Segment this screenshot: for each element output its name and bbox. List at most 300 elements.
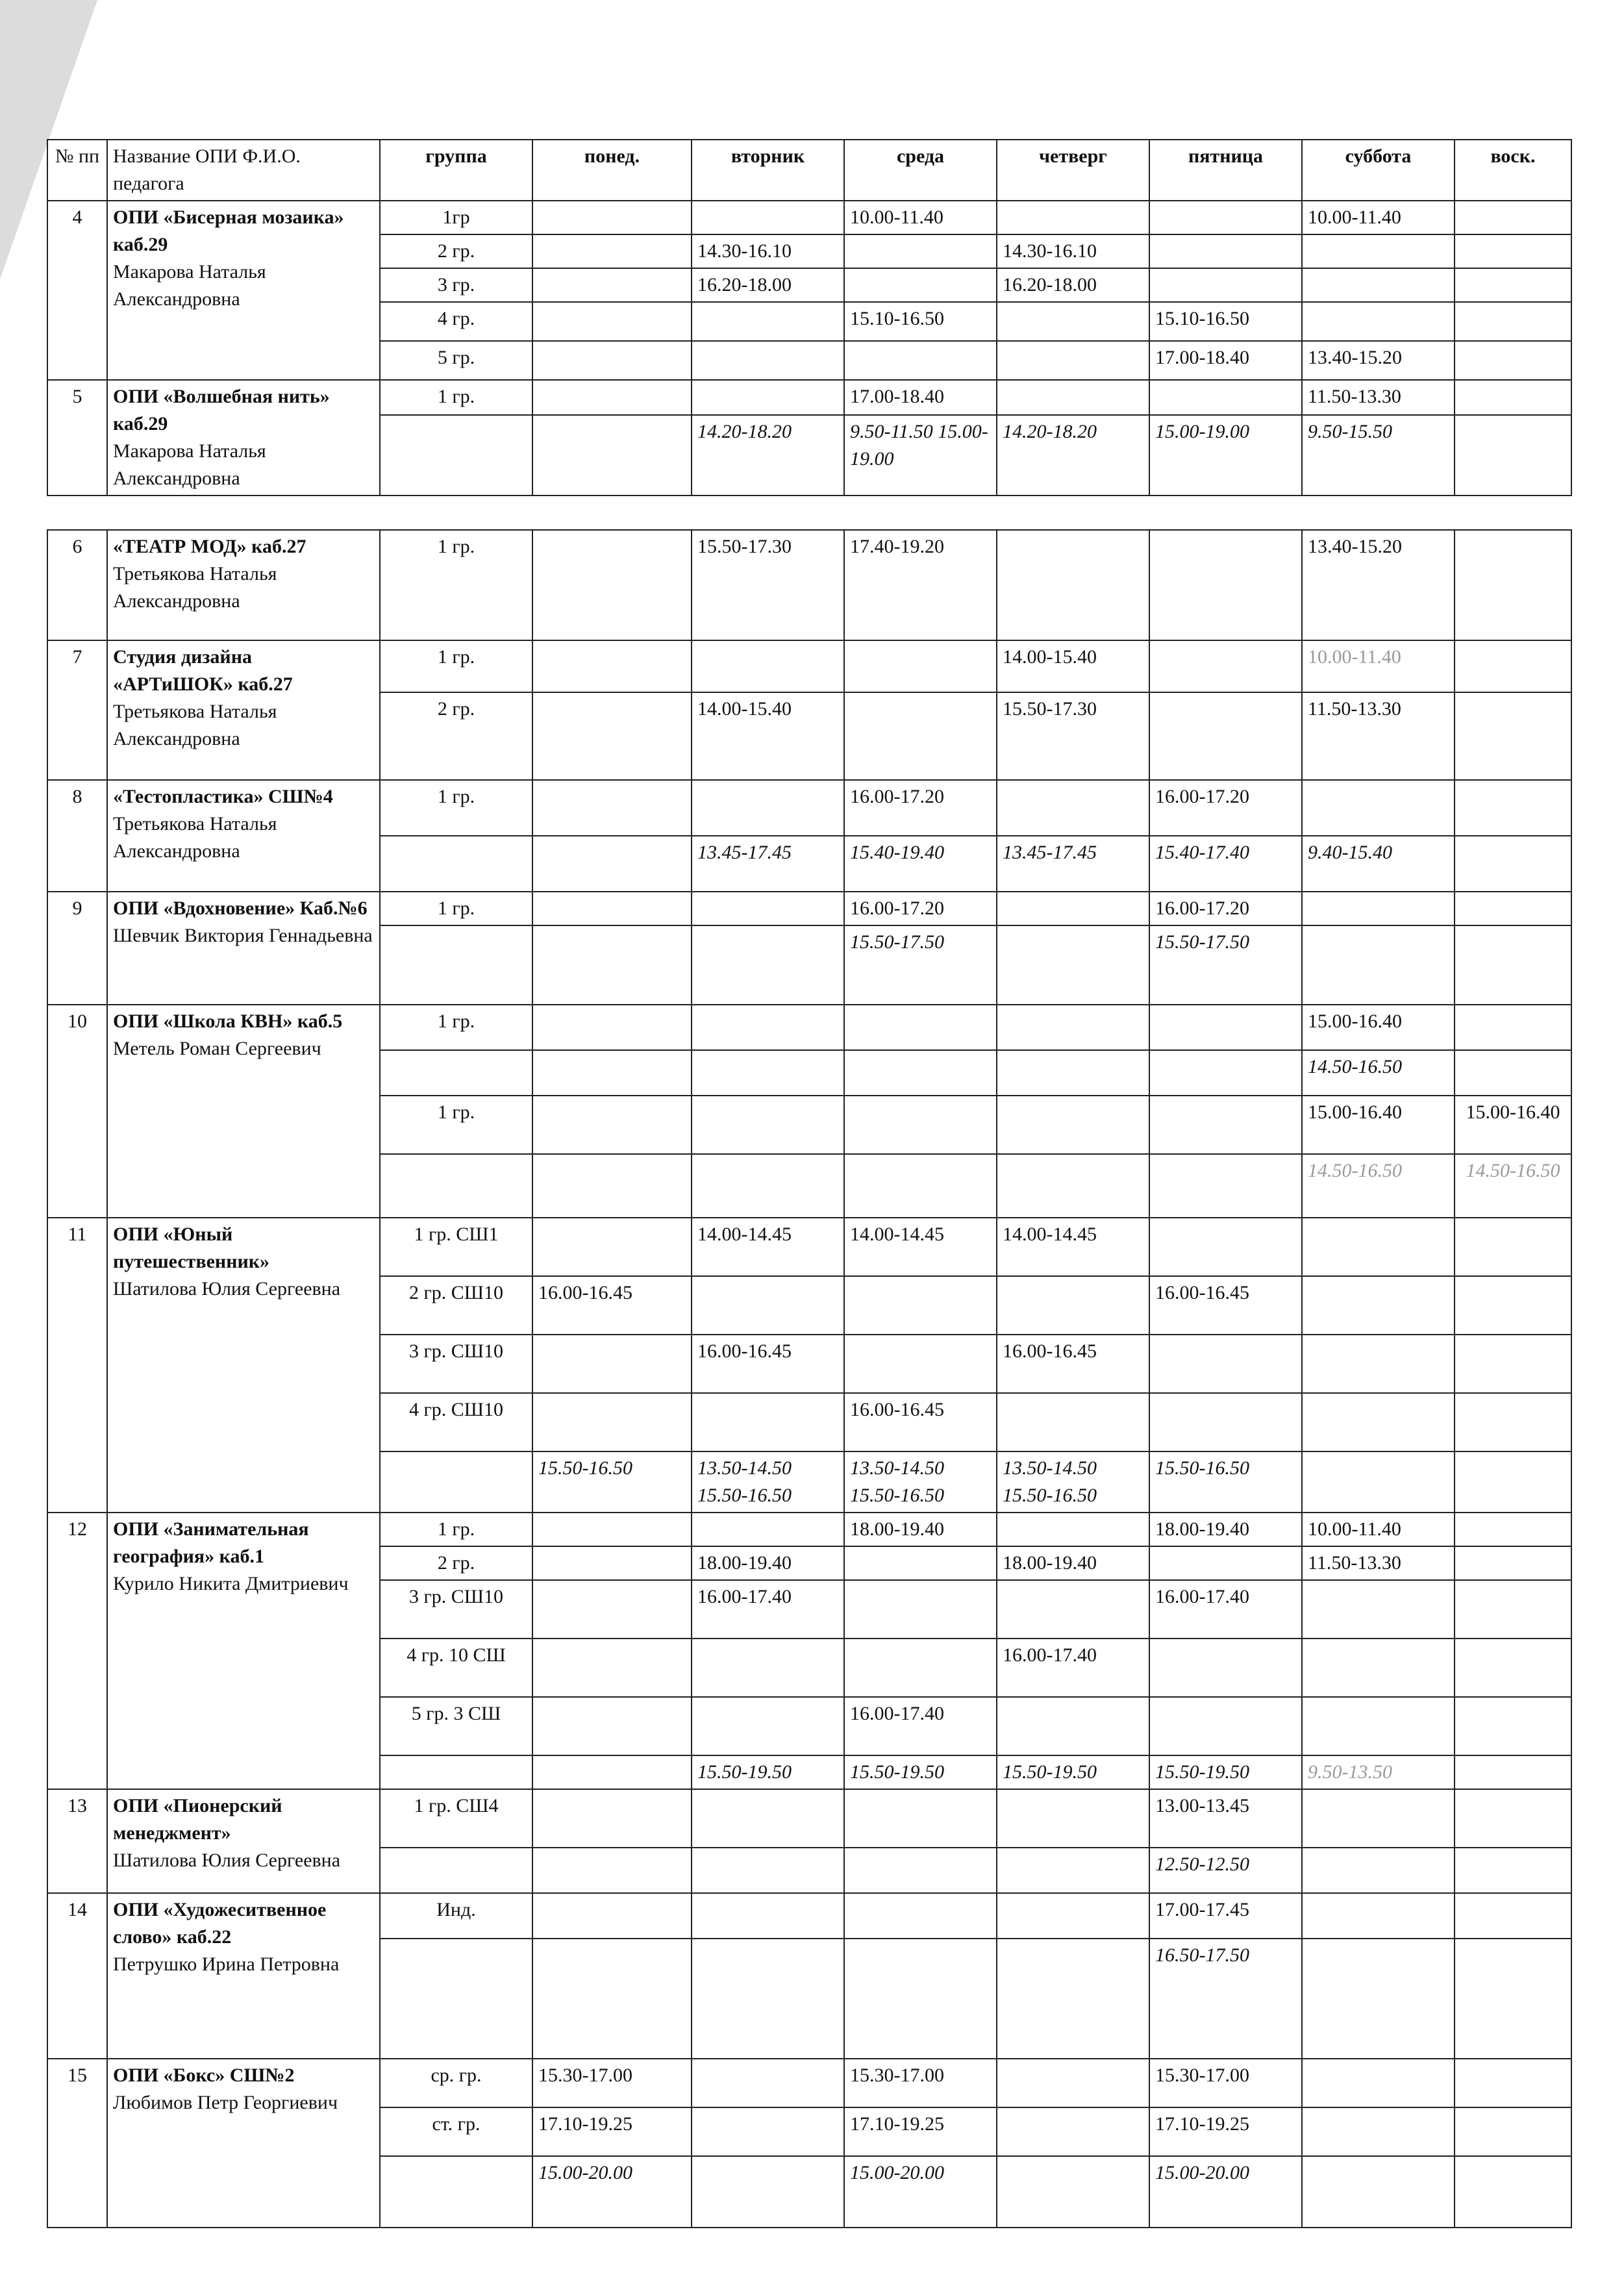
time-cell-sun <box>1455 1639 1571 1697</box>
time-cell-fri: 17.00-17.45 <box>1149 1893 1302 1939</box>
time-cell-mon <box>532 1005 692 1050</box>
time-cell-mon <box>532 836 692 892</box>
time-cell-wed: 15.30-17.00 <box>844 2059 997 2107</box>
time-cell-sat <box>1302 2059 1455 2107</box>
time-cell-wed: 15.00-20.00 <box>844 2156 997 2228</box>
time-cell-tue <box>692 892 844 925</box>
time-cell-thu <box>997 1848 1149 1893</box>
time-cell-tue <box>692 341 844 380</box>
group-cell: 1 гр. СШ1 <box>380 1218 532 1276</box>
time-cell-thu <box>997 1096 1149 1154</box>
time-cell-wed <box>844 1848 997 1893</box>
time-cell-fri <box>1149 268 1302 302</box>
time-cell-thu <box>997 1513 1149 1546</box>
time-cell-fri <box>1149 1639 1302 1697</box>
time-cell-mon <box>532 1393 692 1451</box>
time-cell-sun <box>1455 1546 1571 1580</box>
time-cell-sun <box>1455 892 1571 925</box>
time-cell-mon <box>532 530 692 640</box>
time-cell-sat <box>1302 1218 1455 1276</box>
group-cell <box>380 925 532 1005</box>
table-row <box>47 1513 1571 1546</box>
time-cell-sat <box>1302 1580 1455 1639</box>
group-cell: 1гр <box>380 201 532 234</box>
header-sat: суббота <box>1302 140 1455 201</box>
time-cell-tue: 13.45-17.45 <box>692 836 844 892</box>
time-cell-fri: 17.10-19.25 <box>1149 2107 1302 2156</box>
time-cell-sat: 9.40-15.40 <box>1302 836 1455 892</box>
time-cell-wed <box>844 640 997 692</box>
time-cell-fri: 15.00-19.00 <box>1149 415 1302 496</box>
time-cell-sun <box>1455 201 1571 234</box>
group-cell: 4 гр. СШ10 <box>380 1393 532 1451</box>
time-cell-sat <box>1302 268 1455 302</box>
time-cell-sat <box>1302 1848 1455 1893</box>
time-cell-sun <box>1455 1218 1571 1276</box>
table-row <box>47 780 1571 836</box>
time-cell-fri: 16.00-17.20 <box>1149 780 1302 836</box>
program-info <box>107 1893 380 2059</box>
time-cell-sat: 11.50-13.30 <box>1302 380 1455 415</box>
group-cell: 2 гр. СШ10 <box>380 1276 532 1335</box>
time-cell-tue <box>692 1154 844 1218</box>
time-cell-sun <box>1455 530 1571 640</box>
time-cell-thu <box>997 1005 1149 1050</box>
time-cell-thu <box>997 1580 1149 1639</box>
group-cell: 3 гр. <box>380 268 532 302</box>
time-cell-tue: 14.30-16.10 <box>692 234 844 268</box>
time-cell-thu <box>997 341 1149 380</box>
header-group: группа <box>380 140 532 201</box>
time-cell-thu <box>997 1393 1149 1451</box>
time-cell-thu <box>997 1939 1149 2059</box>
time-cell-mon <box>532 1697 692 1755</box>
time-cell-fri: 15.30-17.00 <box>1149 2059 1302 2107</box>
time-cell-tue: 14.00-14.45 <box>692 1218 844 1276</box>
schedule-table-2 <box>47 529 1572 2228</box>
time-cell-wed <box>844 1939 997 2059</box>
time-cell-wed: 16.00-17.20 <box>844 780 997 836</box>
time-cell-tue <box>692 925 844 1005</box>
time-cell-wed <box>844 1050 997 1096</box>
time-cell-thu <box>997 1697 1149 1755</box>
time-cell-sun <box>1455 415 1571 496</box>
group-cell: 1 гр. <box>380 892 532 925</box>
header-thu: четверг <box>997 140 1149 201</box>
time-cell-wed: 14.00-14.45 <box>844 1218 997 1276</box>
table-row <box>47 201 1571 234</box>
table-header-row <box>47 140 1571 201</box>
time-cell-thu: 14.20-18.20 <box>997 415 1149 496</box>
time-cell-fri: 13.00-13.45 <box>1149 1789 1302 1848</box>
time-cell-tue <box>692 1513 844 1546</box>
time-cell-tue <box>692 780 844 836</box>
time-cell-wed: 15.40-19.40 <box>844 836 997 892</box>
time-cell-mon <box>532 892 692 925</box>
time-cell-sun <box>1455 1848 1571 1893</box>
time-cell-sun <box>1455 1513 1571 1546</box>
time-cell-fri <box>1149 1697 1302 1755</box>
time-cell-wed <box>844 1335 997 1393</box>
time-cell-wed: 17.00-18.40 <box>844 380 997 415</box>
time-cell-sat <box>1302 234 1455 268</box>
time-cell-mon <box>532 1939 692 2059</box>
teacher-name: Макарова Наталья Александровна <box>113 261 266 310</box>
header-tue: вторник <box>692 140 844 201</box>
time-cell-sun <box>1455 836 1571 892</box>
time-cell-sun <box>1455 1335 1571 1393</box>
program-number: 7 <box>47 640 107 780</box>
time-cell-fri <box>1149 234 1302 268</box>
time-cell-mon <box>532 925 692 1005</box>
time-cell-thu <box>997 1276 1149 1335</box>
program-info <box>107 1789 380 1893</box>
time-cell-sat: 13.40-15.20 <box>1302 341 1455 380</box>
time-cell-fri <box>1149 1546 1302 1580</box>
time-cell-sat: 10.00-11.40 <box>1302 1513 1455 1546</box>
time-cell-mon <box>532 415 692 496</box>
teacher-name: Третьякова Наталья Александровна <box>113 813 277 862</box>
program-number: 9 <box>47 892 107 1005</box>
teacher-name: Шатилова Юлия Сергеевна <box>113 1850 341 1871</box>
time-cell-wed <box>844 234 997 268</box>
time-cell-mon: 16.00-16.45 <box>532 1276 692 1335</box>
teacher-name: Шевчик Виктория Геннадьевна <box>113 925 373 946</box>
schedule-table-1 <box>47 139 1572 496</box>
program-number: 11 <box>47 1218 107 1513</box>
program-info <box>107 892 380 1005</box>
program-info <box>107 1513 380 1789</box>
time-cell-sat <box>1302 1697 1455 1755</box>
time-cell-wed <box>844 692 997 780</box>
time-cell-fri: 15.10-16.50 <box>1149 302 1302 341</box>
time-cell-sun <box>1455 2107 1571 2156</box>
time-cell-mon <box>532 268 692 302</box>
teacher-name: Шатилова Юлия Сергеевна <box>113 1278 341 1300</box>
time-cell-tue: 16.00-16.45 <box>692 1335 844 1393</box>
time-cell-mon <box>532 341 692 380</box>
time-cell-thu <box>997 380 1149 415</box>
group-cell <box>380 1050 532 1096</box>
time-cell-sun <box>1455 1050 1571 1096</box>
time-cell-sun <box>1455 234 1571 268</box>
time-cell-mon <box>532 1335 692 1393</box>
time-cell-fri: 15.40-17.40 <box>1149 836 1302 892</box>
time-cell-sun <box>1455 1893 1571 1939</box>
time-cell-sat <box>1302 1335 1455 1393</box>
time-cell-mon <box>532 380 692 415</box>
time-cell-thu: 15.50-19.50 <box>997 1755 1149 1789</box>
program-number: 13 <box>47 1789 107 1893</box>
program-info <box>107 2059 380 2228</box>
time-cell-fri <box>1149 530 1302 640</box>
time-cell-sun <box>1455 1755 1571 1789</box>
group-cell <box>380 2156 532 2228</box>
table-row <box>47 1789 1571 1848</box>
group-cell: 2 гр. <box>380 1546 532 1580</box>
time-cell-thu <box>997 2059 1149 2107</box>
time-cell-fri <box>1149 1154 1302 1218</box>
time-cell-wed: 15.50-19.50 <box>844 1755 997 1789</box>
time-cell-fri: 16.50-17.50 <box>1149 1939 1302 2059</box>
time-cell-mon <box>532 1096 692 1154</box>
header-name: Название ОПИ Ф.И.О. педагога <box>107 140 380 201</box>
program-number: 6 <box>47 530 107 640</box>
time-cell-fri: 16.00-16.45 <box>1149 1276 1302 1335</box>
teacher-name: Третьякова Наталья Александровна <box>113 701 277 749</box>
time-cell-fri <box>1149 1218 1302 1276</box>
time-cell-sun <box>1455 380 1571 415</box>
time-cell-mon <box>532 302 692 341</box>
program-title: ОПИ «Бокс» СШ№2 <box>113 2065 295 2086</box>
time-cell-mon <box>532 1050 692 1096</box>
time-cell-sun <box>1455 640 1571 692</box>
time-cell-tue: 16.00-17.40 <box>692 1580 844 1639</box>
program-number: 15 <box>47 2059 107 2228</box>
time-cell-tue <box>692 1393 844 1451</box>
time-cell-wed: 18.00-19.40 <box>844 1513 997 1546</box>
time-cell-sun <box>1455 692 1571 780</box>
time-cell-tue: 14.00-15.40 <box>692 692 844 780</box>
program-title: ОПИ «Волшебная нить» каб.29 <box>113 386 330 434</box>
program-number: 5 <box>47 380 107 496</box>
time-cell-tue <box>692 2059 844 2107</box>
group-cell: 1 гр. <box>380 780 532 836</box>
time-cell-sat <box>1302 2107 1455 2156</box>
time-cell-tue <box>692 302 844 341</box>
time-cell-tue: 13.50-14.50 15.50-16.50 <box>692 1451 844 1513</box>
time-cell-thu <box>997 201 1149 234</box>
time-cell-thu: 13.45-17.45 <box>997 836 1149 892</box>
time-cell-sat: 10.00-11.40 <box>1302 201 1455 234</box>
time-cell-mon <box>532 1755 692 1789</box>
time-cell-mon: 15.30-17.00 <box>532 2059 692 2107</box>
time-cell-thu <box>997 302 1149 341</box>
time-cell-tue <box>692 2156 844 2228</box>
time-cell-mon <box>532 1513 692 1546</box>
time-cell-sun <box>1455 2156 1571 2228</box>
teacher-name: Макарова Наталья Александровна <box>113 440 266 489</box>
time-cell-fri: 18.00-19.40 <box>1149 1513 1302 1546</box>
time-cell-thu: 13.50-14.50 15.50-16.50 <box>997 1451 1149 1513</box>
program-info <box>107 1005 380 1218</box>
time-cell-sat <box>1302 1939 1455 2059</box>
group-cell: 1 гр. СШ4 <box>380 1789 532 1848</box>
time-cell-sun <box>1455 1789 1571 1848</box>
teacher-name: Третьякова Наталья Александровна <box>113 563 277 612</box>
time-cell-sun: 14.50-16.50 <box>1455 1154 1571 1218</box>
time-cell-mon <box>532 1218 692 1276</box>
time-cell-thu: 18.00-19.40 <box>997 1546 1149 1580</box>
time-cell-sat <box>1302 1893 1455 1939</box>
group-cell <box>380 1154 532 1218</box>
time-cell-fri <box>1149 640 1302 692</box>
program-info <box>107 780 380 892</box>
teacher-name: Любимов Петр Георгиевич <box>113 2092 338 2113</box>
group-cell <box>380 1848 532 1893</box>
time-cell-wed: 16.00-16.45 <box>844 1393 997 1451</box>
time-cell-mon <box>532 1639 692 1697</box>
time-cell-fri: 16.00-17.20 <box>1149 892 1302 925</box>
time-cell-fri <box>1149 1096 1302 1154</box>
group-cell: 3 гр. СШ10 <box>380 1580 532 1639</box>
time-cell-sat: 11.50-13.30 <box>1302 1546 1455 1580</box>
time-cell-wed <box>844 1096 997 1154</box>
time-cell-mon <box>532 780 692 836</box>
table-row <box>47 1218 1571 1276</box>
program-info <box>107 530 380 640</box>
time-cell-thu: 14.00-15.40 <box>997 640 1149 692</box>
time-cell-sat <box>1302 1639 1455 1697</box>
group-cell: 3 гр. СШ10 <box>380 1335 532 1393</box>
time-cell-thu <box>997 892 1149 925</box>
time-cell-fri <box>1149 692 1302 780</box>
time-cell-tue: 14.20-18.20 <box>692 415 844 496</box>
time-cell-sun <box>1455 925 1571 1005</box>
program-info <box>107 380 380 496</box>
group-cell: 1 гр. <box>380 1005 532 1050</box>
time-cell-thu: 16.20-18.00 <box>997 268 1149 302</box>
time-cell-thu: 14.30-16.10 <box>997 234 1149 268</box>
time-cell-wed: 17.10-19.25 <box>844 2107 997 2156</box>
time-cell-fri: 12.50-12.50 <box>1149 1848 1302 1893</box>
group-cell <box>380 1939 532 2059</box>
time-cell-sun <box>1455 1451 1571 1513</box>
time-cell-sun: 15.00-16.40 <box>1455 1096 1571 1154</box>
program-title: Студия дизайна «АРТиШОК» каб.27 <box>113 646 293 695</box>
group-cell: 5 гр. <box>380 341 532 380</box>
header-num: № пп <box>47 140 107 201</box>
time-cell-sat: 9.50-13.50 <box>1302 1755 1455 1789</box>
group-cell: 2 гр. <box>380 692 532 780</box>
time-cell-thu <box>997 2107 1149 2156</box>
header-mon: понед. <box>532 140 692 201</box>
group-cell <box>380 1755 532 1789</box>
time-cell-wed <box>844 1639 997 1697</box>
group-cell: 1 гр. <box>380 380 532 415</box>
program-number: 14 <box>47 1893 107 2059</box>
time-cell-sat: 11.50-13.30 <box>1302 692 1455 780</box>
time-cell-wed: 13.50-14.50 15.50-16.50 <box>844 1451 997 1513</box>
time-cell-sat: 15.00-16.40 <box>1302 1096 1455 1154</box>
group-cell: 1 гр. <box>380 1513 532 1546</box>
time-cell-wed: 10.00-11.40 <box>844 201 997 234</box>
time-cell-mon: 15.00-20.00 <box>532 2156 692 2228</box>
table-row <box>47 380 1571 415</box>
time-cell-wed <box>844 341 997 380</box>
time-cell-wed <box>844 1276 997 1335</box>
group-cell: 2 гр. <box>380 234 532 268</box>
time-cell-fri <box>1149 1050 1302 1096</box>
time-cell-fri <box>1149 1335 1302 1393</box>
teacher-name: Метель Роман Сергеевич <box>113 1038 321 1059</box>
time-cell-mon <box>532 1848 692 1893</box>
time-cell-sat <box>1302 1393 1455 1451</box>
time-cell-fri <box>1149 380 1302 415</box>
time-cell-sat: 9.50-15.50 <box>1302 415 1455 496</box>
program-title: ОПИ «Школа КВН» каб.5 <box>113 1011 343 1032</box>
time-cell-tue <box>692 1639 844 1697</box>
group-cell <box>380 415 532 496</box>
program-info <box>107 201 380 380</box>
time-cell-tue <box>692 1848 844 1893</box>
time-cell-tue <box>692 1005 844 1050</box>
time-cell-mon <box>532 1893 692 1939</box>
group-cell: Инд. <box>380 1893 532 1939</box>
time-cell-thu: 15.50-17.30 <box>997 692 1149 780</box>
header-sun: воск. <box>1455 140 1571 201</box>
time-cell-sat: 14.50-16.50 <box>1302 1154 1455 1218</box>
table-row <box>47 1893 1571 1939</box>
time-cell-sat <box>1302 925 1455 1005</box>
time-cell-sat <box>1302 1276 1455 1335</box>
time-cell-fri <box>1149 1393 1302 1451</box>
time-cell-sun <box>1455 2059 1571 2107</box>
group-cell: 4 гр. <box>380 302 532 341</box>
time-cell-wed <box>844 1005 997 1050</box>
time-cell-tue <box>692 1050 844 1096</box>
group-cell <box>380 836 532 892</box>
time-cell-thu <box>997 780 1149 836</box>
time-cell-sat: 15.00-16.40 <box>1302 1005 1455 1050</box>
time-cell-wed <box>844 1154 997 1218</box>
time-cell-sat <box>1302 1451 1455 1513</box>
time-cell-thu <box>997 2156 1149 2228</box>
time-cell-sun <box>1455 1393 1571 1451</box>
time-cell-thu <box>997 1154 1149 1218</box>
program-title: «Тестопластика» СШ№4 <box>113 786 333 807</box>
time-cell-mon <box>532 1789 692 1848</box>
time-cell-mon <box>532 1580 692 1639</box>
time-cell-thu: 16.00-17.40 <box>997 1639 1149 1697</box>
time-cell-fri <box>1149 1005 1302 1050</box>
time-cell-sun <box>1455 1580 1571 1639</box>
time-cell-wed <box>844 1546 997 1580</box>
table-row <box>47 1005 1571 1050</box>
time-cell-tue: 15.50-17.30 <box>692 530 844 640</box>
header-fri: пятница <box>1149 140 1302 201</box>
time-cell-sat <box>1302 780 1455 836</box>
time-cell-wed: 15.50-17.50 <box>844 925 997 1005</box>
time-cell-tue <box>692 1789 844 1848</box>
time-cell-tue <box>692 1893 844 1939</box>
time-cell-sun <box>1455 341 1571 380</box>
teacher-name: Петрушко Ирина Петровна <box>113 1953 340 1975</box>
time-cell-sat: 14.50-16.50 <box>1302 1050 1455 1096</box>
group-cell: ср. гр. <box>380 2059 532 2107</box>
time-cell-tue <box>692 201 844 234</box>
time-cell-fri: 16.00-17.40 <box>1149 1580 1302 1639</box>
time-cell-wed: 16.00-17.40 <box>844 1697 997 1755</box>
group-cell: 1 гр. <box>380 1096 532 1154</box>
time-cell-mon <box>532 640 692 692</box>
group-cell: 1 гр. <box>380 530 532 640</box>
time-cell-sun <box>1455 1005 1571 1050</box>
time-cell-thu <box>997 1789 1149 1848</box>
group-cell <box>380 1451 532 1513</box>
time-cell-thu <box>997 1050 1149 1096</box>
program-title: ОПИ «Пионерский менеджмент» <box>113 1795 282 1844</box>
time-cell-wed: 15.10-16.50 <box>844 302 997 341</box>
time-cell-wed <box>844 1580 997 1639</box>
time-cell-fri: 15.50-16.50 <box>1149 1451 1302 1513</box>
time-cell-tue <box>692 640 844 692</box>
time-cell-sat: 13.40-15.20 <box>1302 530 1455 640</box>
time-cell-mon <box>532 1154 692 1218</box>
time-cell-wed <box>844 1893 997 1939</box>
program-number: 8 <box>47 780 107 892</box>
time-cell-sun <box>1455 1697 1571 1755</box>
